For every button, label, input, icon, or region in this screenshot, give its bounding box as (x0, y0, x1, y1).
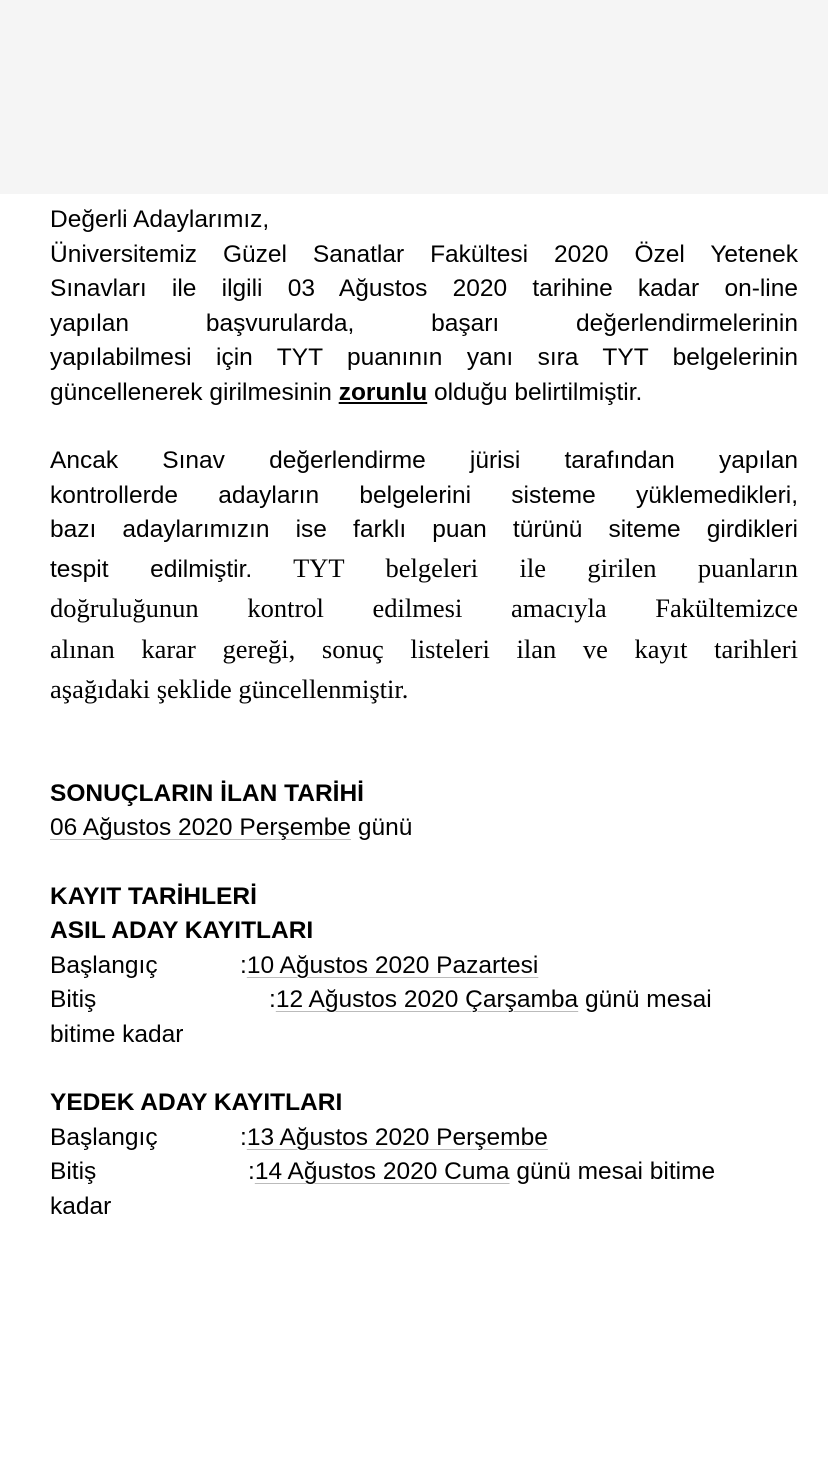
separator: : (240, 1123, 247, 1151)
yedek-end-date: 14 Ağustos 2020 Cuma (254, 1158, 510, 1185)
greeting: Değerli Adaylarımız, (50, 206, 270, 233)
asil-end-row (50, 983, 798, 1018)
paragraph-line-mixed (50, 548, 798, 589)
paragraph-line-serif: alınan karar gereği, sonuç listeleri ilan ve kayıt tarihleri (50, 633, 798, 664)
asil-start-date: 10 Ağustos 2020 Pazartesi (246, 951, 539, 979)
results-date: 06 Ağustos 2020 Perşembe (50, 814, 352, 841)
paragraph-line-serif: doğruluğunun kontrol edilmesi amacıyla Fakültemizce (50, 593, 798, 623)
asil-end-date: 12 Ağustos 2020 Çarşamba (275, 986, 579, 1013)
asil-start-row (50, 949, 798, 984)
paragraph-text: güncellenerek girilmesinin (50, 378, 339, 406)
paragraph-line-serif: aşağıdaki şeklide güncellenmiştir. (50, 674, 409, 704)
paragraph-application-requirements (50, 238, 798, 411)
paragraph-line: kontrollerde adayların belgelerini sisteme yüklemedikleri, (50, 481, 798, 509)
paragraph-line-last (50, 376, 798, 411)
paragraph-line: Üniversitemiz Güzel Sanatlar Fakültesi 2020 Özel Yetenek (50, 240, 798, 268)
yedek-end-row (50, 1155, 798, 1190)
yedek-heading: YEDEK ADAY KAYITLARI (50, 1089, 343, 1116)
top-blank-band (0, 0, 828, 194)
separator: : (269, 986, 276, 1013)
start-label: Başlangıç (50, 951, 158, 979)
paragraph-line: yapılan başvurularda, başarı değerlendirmelerinin (50, 309, 798, 337)
paragraph-jury-findings (50, 444, 798, 710)
separator: : (240, 951, 247, 979)
start-label: Başlangıç (50, 1123, 158, 1151)
results-date-suffix: günü (351, 814, 413, 841)
paragraph-text-serif: TYT belgeleri ile girilen puanların (252, 552, 798, 583)
paragraph-line: bazı adaylarımızın ise farklı puan türünü siteme girdikleri (50, 516, 798, 543)
results-heading: SONUÇLARIN İLAN TARİHİ (50, 779, 364, 807)
asil-end-suffix: günü mesai (578, 986, 712, 1013)
end-label: Bitiş (50, 986, 97, 1013)
end-label: Bitiş (50, 1158, 97, 1185)
paragraph-text: tespit edilmiştir. (50, 555, 253, 583)
results-date-row (50, 811, 798, 846)
paragraph-line: Ancak Sınav değerlendirme jürisi tarafından yapılan (50, 447, 798, 474)
emphasis-mandatory: zorunlu (338, 378, 428, 406)
yedek-end-suffix: günü mesai bitime (509, 1158, 716, 1185)
yedek-end-continuation: kadar (50, 1192, 112, 1220)
yedek-start-row (50, 1121, 798, 1156)
paragraph-text: olduğu belirtilmiştir. (427, 378, 643, 406)
asil-end-continuation: bitime kadar (50, 1020, 184, 1048)
asil-heading: ASIL ADAY KAYITLARI (50, 917, 314, 944)
registration-heading: KAYIT TARİHLERİ (50, 882, 257, 910)
announcement-document (50, 203, 798, 1224)
paragraph-line: yapılabilmesi için TYT puanının yanı sıra TYT belgelerinin (50, 344, 798, 371)
yedek-start-date: 13 Ağustos 2020 Perşembe (246, 1123, 548, 1151)
separator: : (248, 1158, 255, 1185)
paragraph-line: Sınavları ile ilgili 03 Ağustos 2020 tarihine kadar on-line (50, 275, 798, 302)
